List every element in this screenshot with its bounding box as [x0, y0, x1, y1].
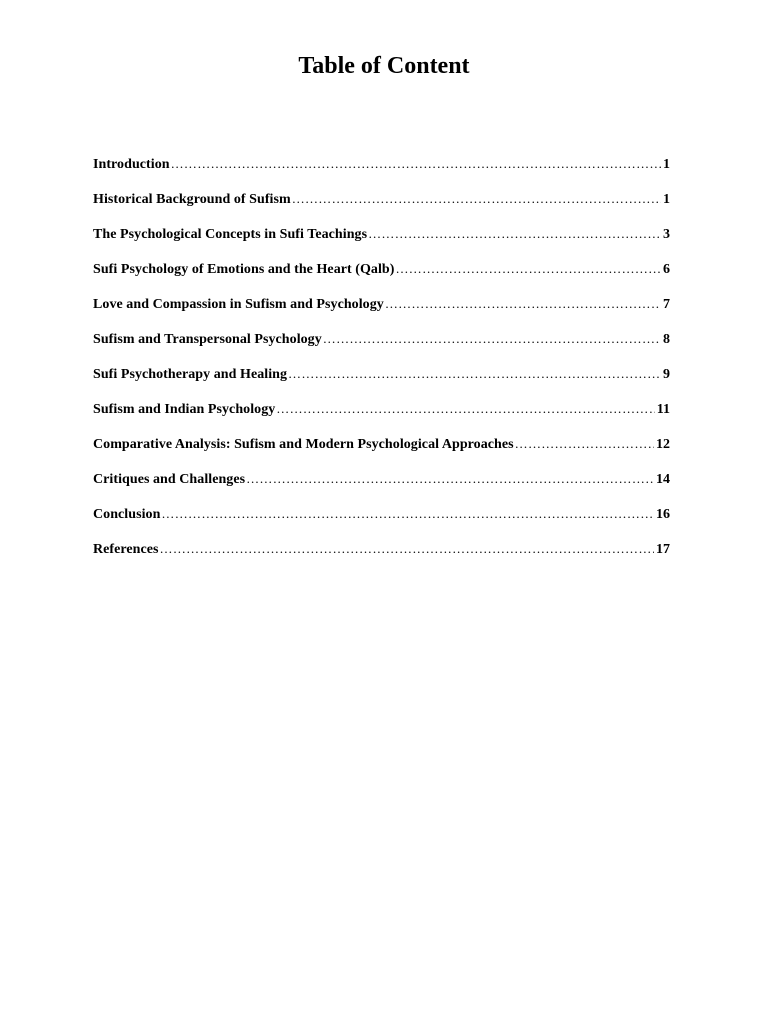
toc-leader-dots	[276, 398, 654, 420]
toc-leader-dots	[385, 293, 661, 315]
toc-entry-page: 1	[663, 192, 670, 207]
toc-entry-introduction[interactable]	[93, 153, 670, 188]
toc-entry-page: 6	[663, 262, 670, 277]
toc-entry-page: 8	[663, 332, 670, 347]
toc-entry-historical-background[interactable]	[93, 188, 670, 223]
toc-entry-critiques[interactable]	[93, 468, 670, 503]
toc-entry-title: Sufi Psychology of Emotions and the Heart (Qalb)	[93, 262, 395, 277]
toc-entry-page: 11	[656, 402, 670, 417]
toc-leader-dots	[288, 363, 661, 385]
toc-entry-title: The Psychological Concepts in Sufi Teachings	[93, 227, 368, 242]
toc-entry-title: Sufism and Indian Psychology	[93, 402, 276, 417]
page-title: Table of Content	[298, 53, 470, 79]
toc-entry-page: 16	[656, 507, 670, 522]
toc-entry-page: 1	[663, 157, 670, 172]
toc-entry-page: 14	[656, 472, 670, 487]
toc-entry-psychological-concepts[interactable]	[93, 223, 670, 258]
toc-entry-title: Love and Compassion in Sufism and Psychology	[93, 297, 384, 312]
table-of-contents	[93, 153, 670, 573]
toc-entry-title: Critiques and Challenges	[93, 472, 246, 487]
toc-entry-psychotherapy[interactable]	[93, 363, 670, 398]
toc-entry-title: Introduction	[93, 157, 170, 172]
toc-leader-dots	[171, 153, 661, 175]
toc-entry-title: Sufism and Transpersonal Psychology	[93, 332, 322, 347]
toc-entry-title: Sufi Psychotherapy and Healing	[93, 367, 288, 382]
toc-entry-conclusion[interactable]	[93, 503, 670, 538]
toc-entry-indian-psychology[interactable]	[93, 398, 670, 433]
toc-entry-title: References	[93, 542, 159, 557]
toc-entry-title: Conclusion	[93, 507, 161, 522]
toc-leader-dots	[161, 503, 654, 525]
toc-leader-dots	[395, 258, 661, 280]
toc-entry-transpersonal[interactable]	[93, 328, 670, 363]
toc-entry-page: 3	[663, 227, 670, 242]
toc-entry-page: 7	[663, 297, 670, 312]
toc-entry-page: 17	[656, 542, 670, 557]
toc-leader-dots	[246, 468, 654, 490]
toc-entry-love-compassion[interactable]	[93, 293, 670, 328]
toc-entry-comparative-analysis[interactable]	[93, 433, 670, 468]
toc-leader-dots	[292, 188, 661, 210]
toc-entry-references[interactable]	[93, 538, 670, 573]
toc-entry-title: Historical Background of Sufism	[93, 192, 291, 207]
toc-leader-dots	[160, 538, 654, 560]
toc-entry-page: 9	[663, 367, 670, 382]
toc-leader-dots	[515, 433, 654, 455]
toc-entry-emotions-heart[interactable]	[93, 258, 670, 293]
toc-entry-title: Comparative Analysis: Sufism and Modern Psychological Approaches	[93, 437, 514, 452]
toc-leader-dots	[323, 328, 661, 350]
toc-leader-dots	[368, 223, 661, 245]
toc-entry-page: 12	[656, 437, 670, 452]
